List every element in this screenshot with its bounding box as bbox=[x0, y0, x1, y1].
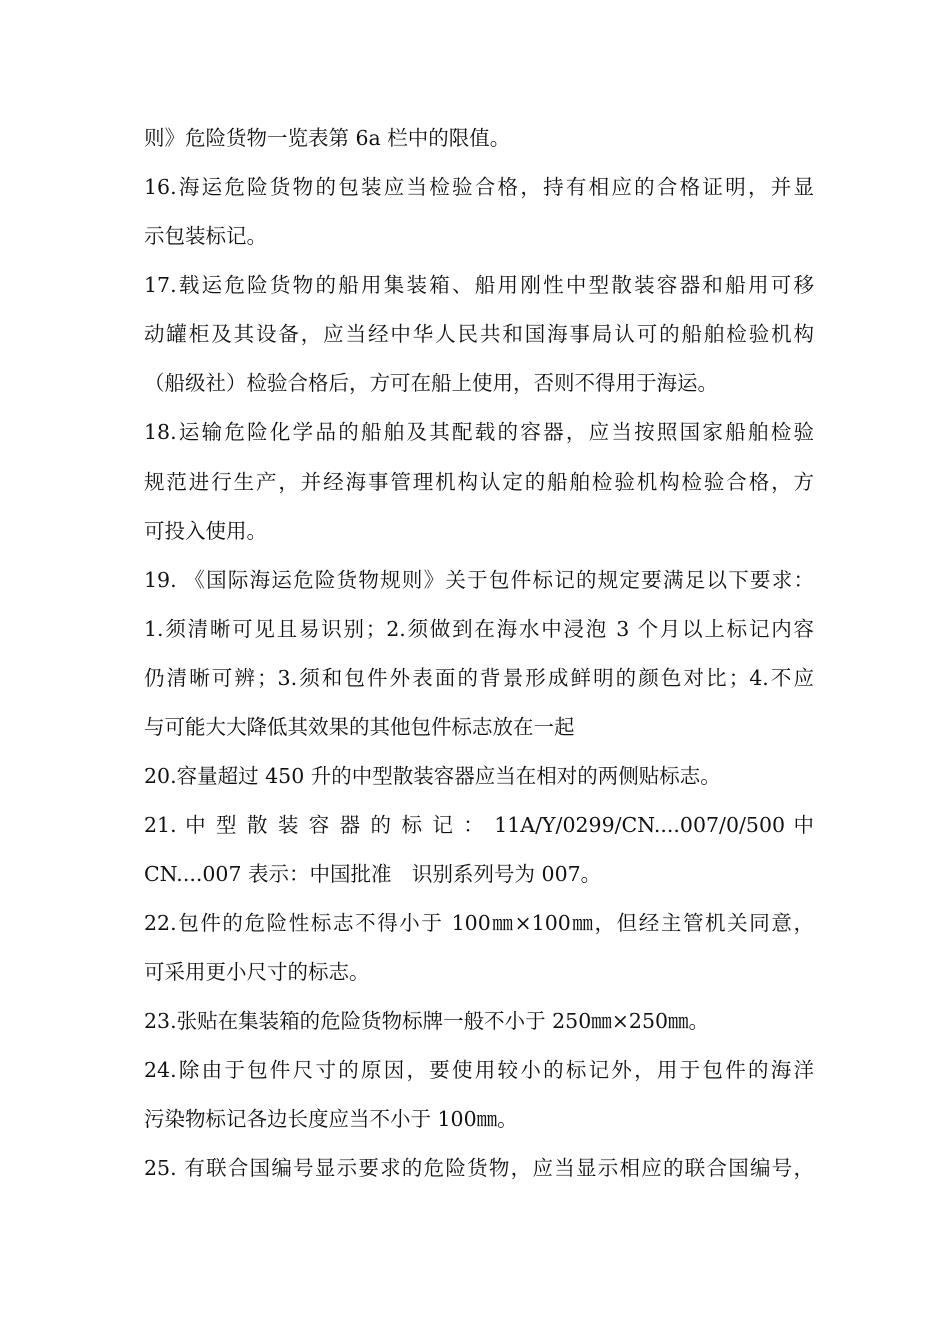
text-line: 可投入使用。 bbox=[144, 519, 267, 543]
text-line: 17.载运危险货物的船用集装箱、船用刚性中型散装容器和船用可移 bbox=[144, 273, 814, 297]
text-line: 规范进行生产，并经海事管理机构认定的船舶检验机构检验合格，方 bbox=[144, 470, 814, 494]
text-line: 与可能大大降低其效果的其他包件标志放在一起 bbox=[144, 715, 575, 739]
text-line: 可采用更小尺寸的标志。 bbox=[144, 960, 370, 984]
text-line: 25. 有联合国编号显示要求的危险货物，应当显示相应的联合国编号， bbox=[144, 1156, 814, 1180]
text-line: 则》危险货物一览表第 6a 栏中的限值。 bbox=[144, 126, 511, 150]
text-line: 22.包件的危险性标志不得小于 100㎜×100㎜，但经主管机关同意， bbox=[144, 911, 814, 935]
text-line: 23.张贴在集装箱的危险货物标牌一般不小于 250㎜×250㎜。 bbox=[144, 1009, 710, 1033]
text-line: 24.除由于包件尺寸的原因，要使用较小的标记外，用于包件的海洋 bbox=[144, 1058, 814, 1082]
text-line: （船级社）检验合格后，方可在船上使用，否则不得用于海运。 bbox=[144, 371, 718, 395]
text-line: 19. 《国际海运危险货物规则》关于包件标记的规定要满足以下要求： bbox=[144, 568, 814, 592]
text-line: 21. 中 型 散 装 容 器 的 标 记 ： 11A/Y/0299/CN....007/0/500 中 bbox=[144, 813, 814, 837]
text-line: 动罐柜及其设备，应当经中华人民共和国海事局认可的船舶检验机构 bbox=[144, 322, 814, 346]
text-line: 污染物标记各边长度应当不小于 100㎜。 bbox=[144, 1107, 518, 1131]
text-line: 16.海运危险货物的包装应当检验合格，持有相应的合格证明，并显 bbox=[144, 175, 814, 199]
text-line: 示包装标记。 bbox=[144, 224, 267, 248]
text-line: 20.容量超过 450 升的中型散装容器应当在相对的两侧贴标志。 bbox=[144, 764, 721, 788]
text-line: 1.须清晰可见且易识别；2.须做到在海水中浸泡 3 个月以上标记内容 bbox=[144, 617, 814, 641]
text-line: 18.运输危险化学品的船舶及其配载的容器，应当按照国家船舶检验 bbox=[144, 420, 814, 444]
text-line: 仍清晰可辨；3.须和包件外表面的背景形成鲜明的颜色对比；4.不应 bbox=[144, 666, 814, 690]
text-line: CN....007 表示：中国批准 识别系列号为 007。 bbox=[144, 862, 602, 886]
